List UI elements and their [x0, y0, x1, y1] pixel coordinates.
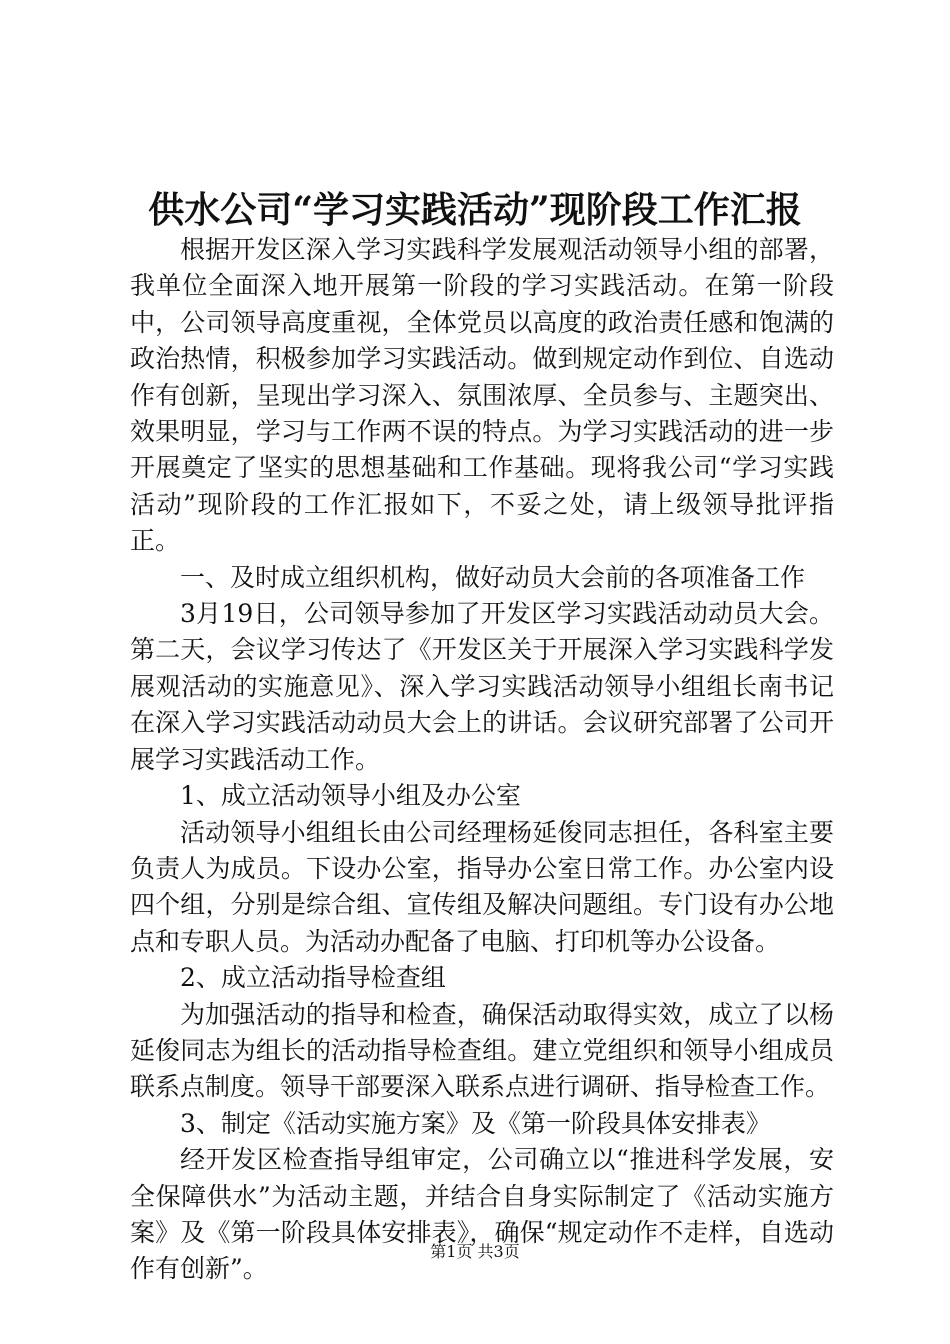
paragraph-intro: 根据开发区深入学习实践科学发展观活动领导小组的部署，我单位全面深入地开展第一阶段的学习实践活动。在第一阶段中，公司领导高度重视，全体党员以高度的政治责任感和饱满的政治热情，积极参加学习实践活动。做到规定动作到位、自选动作有创新，呈现出学习深入、氛围浓厚、全员参与、主题突出、效果明显，学习与工作两不误的特点。为学习实践活动的进一步开展奠定了坚实的思想基础和工作基础。现将我公司“学习实践活动”现阶段的工作汇报如下，不妥之处，请上级领导批评指正。 [130, 235, 834, 556]
subheading-2: 2、成立活动指导检查组 [180, 963, 446, 993]
subheading-3: 3、制定《活动实施方案》及《第一阶段具体安排表》 [180, 1108, 771, 1138]
section-heading-1: 一、及时成立组织机构，做好动员大会前的各项准备工作 [180, 562, 806, 592]
paragraph-leadership-group: 活动领导小组组长由公司经理杨延俊同志担任，各科室主要负责人为成员。下设办公室，指导办公室日常工作。办公室内设四个组，分别是综合组、宣传组及解决问题组。专门设有办公地点和专职人员。为活动办配备了电脑、打印机等办公设备。 [130, 817, 834, 956]
page-footer: 第1页 共3页 [430, 1242, 520, 1261]
paragraph-inspection-group: 为加强活动的指导和检查，确保活动取得实效，成立了以杨延俊同志为组长的活动指导检查组。建立党组织和领导小组成员联系点制度。领导干部要深入联系点进行调研、指导检查工作。 [130, 999, 834, 1102]
paragraph-plan: 经开发区检查指导组审定，公司确立以“推进科学发展，安全保障供水”为活动主题，并结合自身实际制定了《活动实施方案》及《第一阶段具体安排表》，确保“规定动作不走样，自选动作有创新”。 [130, 1145, 834, 1284]
subheading-1: 1、成立活动领导小组及办公室 [180, 781, 521, 811]
document-title: 供水公司“学习实践活动”现阶段工作汇报 [148, 189, 802, 231]
paragraph-meeting: 3月19日，公司领导参加了开发区学习实践活动动员大会。第二天，会议学习传达了《开发区关于开展深入学习实践科学发展观活动的实施意见》、深入学习实践活动领导小组组长南书记在深入学习实践活动动员大会上的讲话。会议研究部署了公司开展学习实践活动工作。 [130, 599, 834, 774]
document-body [130, 232, 834, 1288]
